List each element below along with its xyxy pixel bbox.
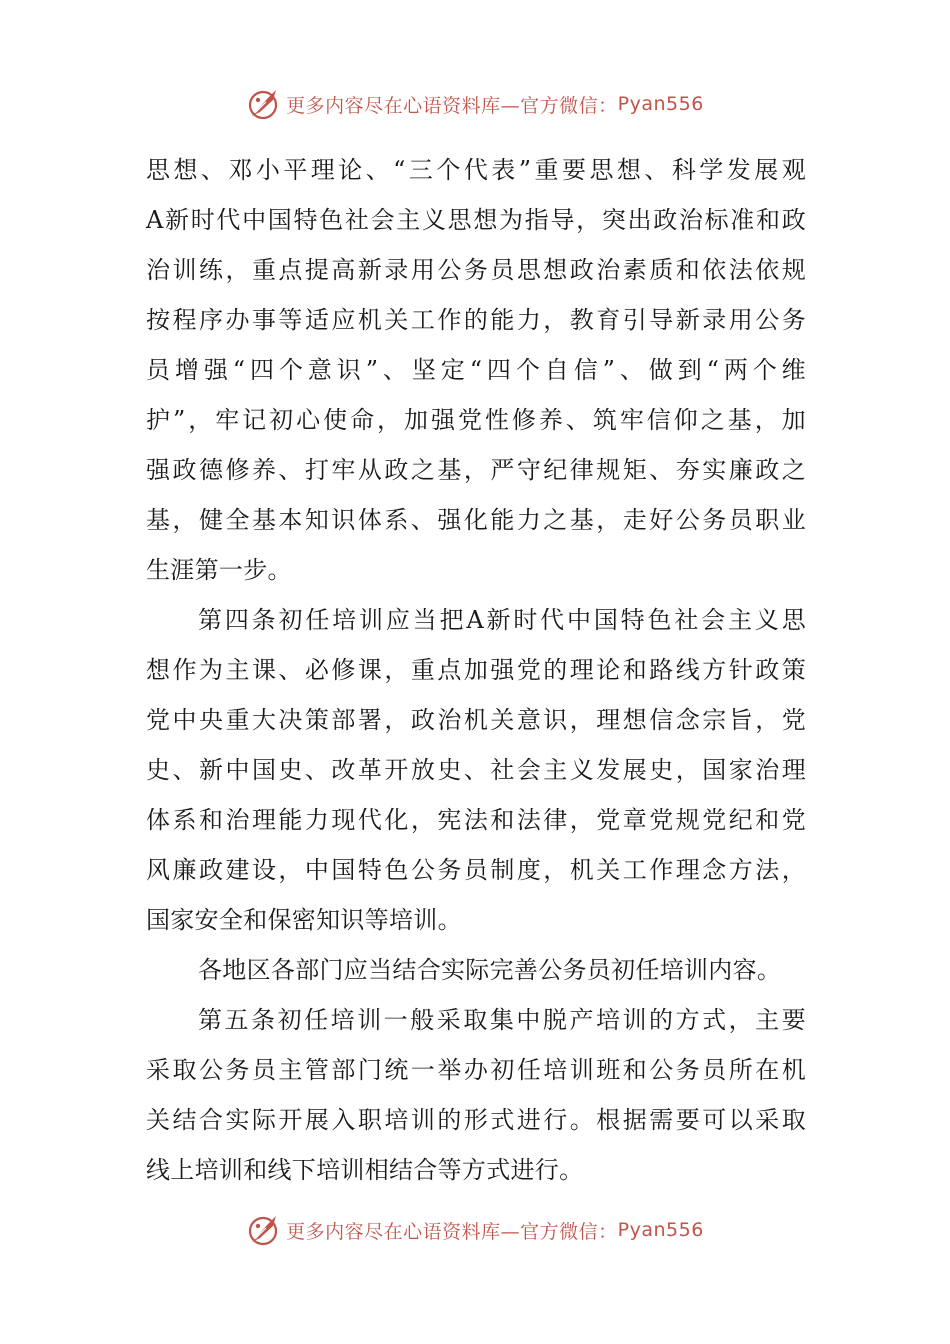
text-line: 第五条初任培训一般采取集中脱产培训的方式，主要 xyxy=(198,1006,806,1034)
text-line: 风廉政建设，中国特色公务员制度，机关工作理念方法， xyxy=(146,856,806,884)
text-line: 基，健全基本知识体系、强化能力之基，走好公务员职业 xyxy=(146,506,806,534)
quill-pen-icon xyxy=(246,86,282,122)
text-line: 员增强“四个意识”、坚定“四个自信”、做到“两个维 xyxy=(146,356,806,384)
text-line: 想作为主课、必修课，重点加强党的理论和路线方针政策 xyxy=(146,656,806,684)
text-line: 生涯第一步。 xyxy=(146,556,292,584)
text-line: 线上培训和线下培训相结合等方式进行。 xyxy=(146,1156,584,1184)
header-brand-text: 更多内容尽在心语资料库—官方微信： xyxy=(286,94,618,117)
text-line: 采取公务员主管部门统一举办初任培训班和公务员所在机 xyxy=(146,1056,806,1084)
text-line: 党中央重大决策部署，政治机关意识，理想信念宗旨，党 xyxy=(146,706,806,734)
footer-wechat-id: Pyan556 xyxy=(617,1219,704,1241)
text-line: 治训练，重点提高新录用公务员思想政治素质和依法依规 xyxy=(146,256,806,284)
text-line: A新时代中国特色社会主义思想为指导，突出政治标准和政 xyxy=(146,206,806,234)
footer-brand-text: 更多内容尽在心语资料库—官方微信： xyxy=(286,1220,618,1243)
header-wechat-id: Pyan556 xyxy=(617,93,704,115)
text-line: 思想、邓小平理论、“三个代表”重要思想、科学发展观 xyxy=(146,156,806,184)
text-line: 各地区各部门应当结合实际完善公务员初任培训内容。 xyxy=(198,956,782,984)
text-line: 体系和治理能力现代化，宪法和法律，党章党规党纪和党 xyxy=(146,806,806,834)
text-line: 护”，牢记初心使命，加强党性修养、筑牢信仰之基，加 xyxy=(146,406,806,434)
text-line: 关结合实际开展入职培训的形式进行。根据需要可以采取 xyxy=(146,1106,806,1134)
text-line: 强政德修养、打牢从政之基，严守纪律规矩、夯实廉政之 xyxy=(146,456,806,484)
footer-banner xyxy=(0,1210,950,1250)
text-line: 第四条初任培训应当把A新时代中国特色社会主义思 xyxy=(198,606,806,634)
header-banner xyxy=(0,84,950,124)
text-line: 按程序办事等适应机关工作的能力，教育引导新录用公务 xyxy=(146,306,806,334)
text-line: 国家安全和保密知识等培训。 xyxy=(146,906,462,934)
document-body xyxy=(146,145,806,1195)
quill-pen-icon xyxy=(246,1212,282,1248)
text-line: 史、新中国史、改革开放史、社会主义发展史，国家治理 xyxy=(146,756,806,784)
